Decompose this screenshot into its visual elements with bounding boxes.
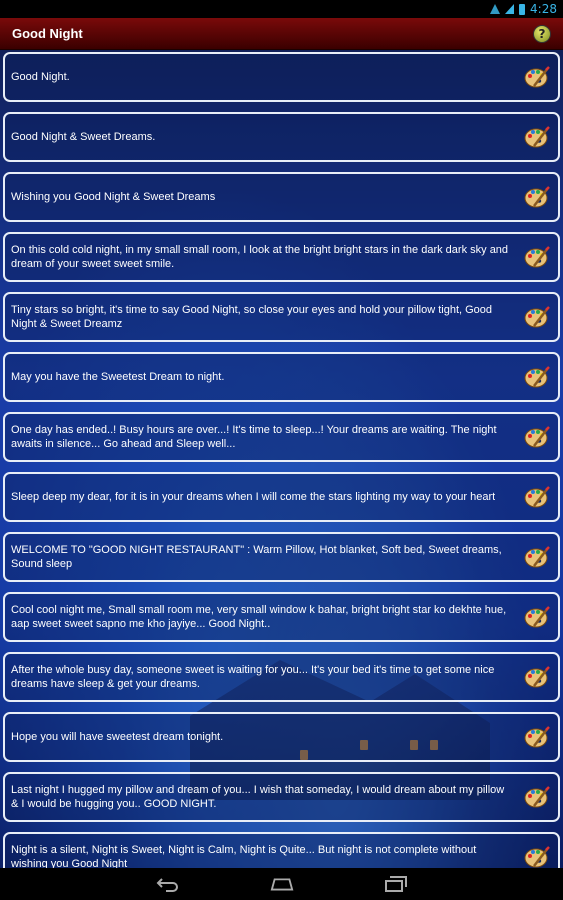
palette-icon[interactable] <box>524 306 550 328</box>
battery-icon <box>519 4 525 15</box>
back-icon[interactable] <box>156 875 180 893</box>
message-text: Wishing you Good Night & Sweet Dreams <box>11 191 216 203</box>
palette-icon[interactable] <box>524 66 550 88</box>
message-text: Good Night & Sweet Dreams. <box>11 131 156 143</box>
message-item[interactable] <box>3 592 560 642</box>
message-list-area[interactable] <box>0 50 563 868</box>
message-text: Sleep deep my dear, for it is in your dreams when I will come the stars lighting my way to your heart <box>11 491 496 503</box>
message-item[interactable] <box>3 352 560 402</box>
palette-icon[interactable] <box>524 546 550 568</box>
palette-icon[interactable] <box>524 786 550 808</box>
palette-icon[interactable] <box>524 846 550 868</box>
message-item[interactable] <box>3 172 560 222</box>
message-text: After the whole busy day, someone sweet is waiting for you... It's your bed it's time to get some nice dreams have sleep & get your dreams. <box>11 664 495 690</box>
palette-icon[interactable] <box>524 126 550 148</box>
palette-icon[interactable] <box>524 426 550 448</box>
message-item[interactable] <box>3 412 560 462</box>
message-text: Tiny stars so bright, it's time to say Good Night, so close your eyes and hold your pillow tight, Good Night & Sweet Dreamz <box>11 304 493 330</box>
signal-icon <box>505 4 514 14</box>
home-icon[interactable] <box>270 875 294 893</box>
page-title: Good Night <box>12 26 83 41</box>
message-text: Good Night. <box>11 71 70 83</box>
message-text: Hope you will have sweetest dream tonight. <box>11 731 224 743</box>
message-text: On this cold cold night, in my small small room, I look at the bright bright stars in the dark dark sky and dream of your sweet sweet smile. <box>11 244 509 270</box>
message-text: One day has ended..! Busy hours are over...! It's time to sleep...! Your dreams are waiting. The night awaits in silence... Go ahead and Sleep well... <box>11 424 497 450</box>
message-text: WELCOME TO "GOOD NIGHT RESTAURANT" : Warm Pillow, Hot blanket, Soft bed, Sweet dreams, Sound sleep <box>11 544 502 570</box>
message-item[interactable] <box>3 832 560 868</box>
message-text: Last night I hugged my pillow and dream of you... I wish that someday, I would dream about my pillow & I would be hugging you.. GOOD NIGHT. <box>11 784 505 810</box>
palette-icon[interactable] <box>524 366 550 388</box>
message-item[interactable] <box>3 772 560 822</box>
palette-icon[interactable] <box>524 486 550 508</box>
palette-icon[interactable] <box>524 246 550 268</box>
palette-icon[interactable] <box>524 186 550 208</box>
navigation-bar <box>0 868 563 900</box>
palette-icon[interactable] <box>524 726 550 748</box>
wifi-icon <box>490 4 500 14</box>
status-bar <box>0 0 563 18</box>
message-item[interactable] <box>3 52 560 102</box>
message-item[interactable] <box>3 292 560 342</box>
message-item[interactable] <box>3 232 560 282</box>
palette-icon[interactable] <box>524 606 550 628</box>
app-title-bar <box>0 18 563 50</box>
message-item[interactable] <box>3 472 560 522</box>
message-text: May you have the Sweetest Dream to night. <box>11 371 225 383</box>
message-item[interactable] <box>3 652 560 702</box>
message-text: Night is a silent, Night is Sweet, Night is Calm, Night is Quite... But night is not complete without wishing you Good Night <box>11 844 477 868</box>
recent-apps-icon[interactable] <box>384 875 408 893</box>
message-item[interactable] <box>3 112 560 162</box>
palette-icon[interactable] <box>524 666 550 688</box>
message-item[interactable] <box>3 532 560 582</box>
message-text: Cool cool night me, Small small room me, very small window k bahar, bright bright star ko dekhte hue, aap sweet sweet sapno me kho jayiye... Good Night.. <box>11 604 507 630</box>
message-list <box>3 52 560 868</box>
question-icon[interactable]: ? <box>533 25 551 43</box>
clock: 4:28 <box>530 2 557 16</box>
message-item[interactable] <box>3 712 560 762</box>
